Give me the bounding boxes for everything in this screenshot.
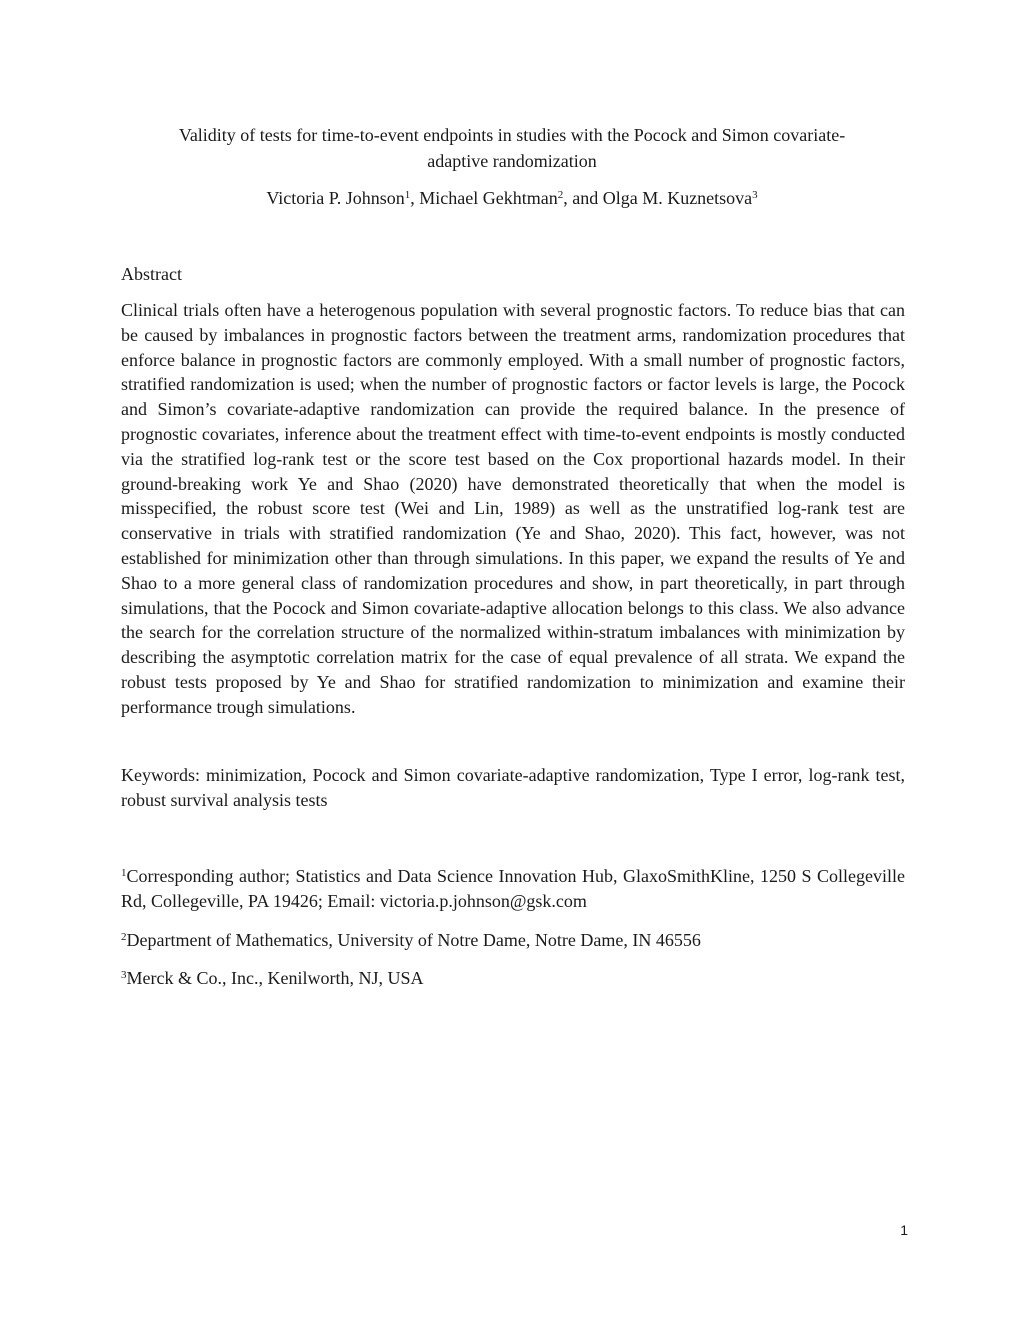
author-separator: , and: [563, 188, 603, 208]
abstract-heading: Abstract: [121, 264, 182, 284]
footnote-text: Corresponding author; Statistics and Data Science Innovation Hub, GlaxoSmithKline, 1250 S Collegeville Rd, Collegeville, PA 19426; Email: victoria.p.johnson@gsk.com: [121, 866, 905, 911]
page-number: 1: [900, 1222, 908, 1238]
footnote: [121, 928, 905, 953]
author-separator: ,: [410, 188, 420, 208]
footnote-mark: 3: [121, 969, 127, 981]
paper-title: [100, 122, 924, 174]
affiliation-mark: 1: [404, 189, 411, 201]
author-name: Michael Gekhtman: [419, 188, 558, 208]
footnote: [121, 864, 905, 914]
footnote-mark: 2: [121, 931, 127, 943]
author-name: Olga M. Kuznetsova: [602, 188, 753, 208]
author-name: Victoria P. Johnson: [266, 188, 405, 208]
footnote-text: Department of Mathematics, University of Notre Dame, Notre Dame, IN 46556: [126, 930, 701, 950]
footnote-mark: 1: [121, 867, 127, 879]
abstract-body: Clinical trials often have a heterogenous population with several prognostic factors. To reduce bias that can be caused by imbalances in prognostic factors between the treatment arms, randomization procedures that enforce balance in prognostic factors are commonly employed. With a small number of prognostic factors, stratified randomization is used; when the number of prognostic factors or factor levels is large, the Pocock and Simon’s covariate-adaptive randomization can provide the required balance. In the presence of prognostic covariates, inference about the treatment effect with time-to-event endpoints is mostly conducted via the stratified log-rank test or the score test based on the Cox proportional hazards model. In their ground-breaking work Ye and Shao (2020) have demonstrated theoretically that when the model is misspecified, the robust score test (Wei and Lin, 1989) as well as the unstratified log-rank test are conservative in trials with stratified randomization (Ye and Shao, 2020). This fact, however, was not established for minimization other than through simulations. In this paper, we expand the results of Ye and Shao to a more general class of randomization procedures and show, in part theoretically, in part through simulations, that the Pocock and Simon covariate-adaptive allocation belongs to this class. We also advance the search for the correlation structure of the normalized within-stratum imbalances with minimization by describing the asymptotic correlation matrix for the case of equal prevalence of all strata. We expand the robust tests proposed by Ye and Shao for stratified randomization to minimization and examine their performance trough simulations.: [121, 300, 905, 717]
paper-title-line-2: adaptive randomization: [427, 151, 597, 171]
affiliation-mark: 2: [557, 189, 564, 201]
paper-title-line-1: Validity of tests for time-to-event endpoints in studies with the Pocock and Simon covariate-: [178, 125, 846, 145]
footnote-text: Merck & Co., Inc., Kenilworth, NJ, USA: [126, 968, 424, 988]
author-list: [100, 185, 924, 211]
affiliation-mark: 3: [752, 189, 758, 201]
keywords: Keywords: minimization, Pocock and Simon covariate-adaptive randomization, Type I error, log-rank test, robust survival analysis tests: [121, 765, 905, 810]
footnote: [121, 966, 905, 991]
